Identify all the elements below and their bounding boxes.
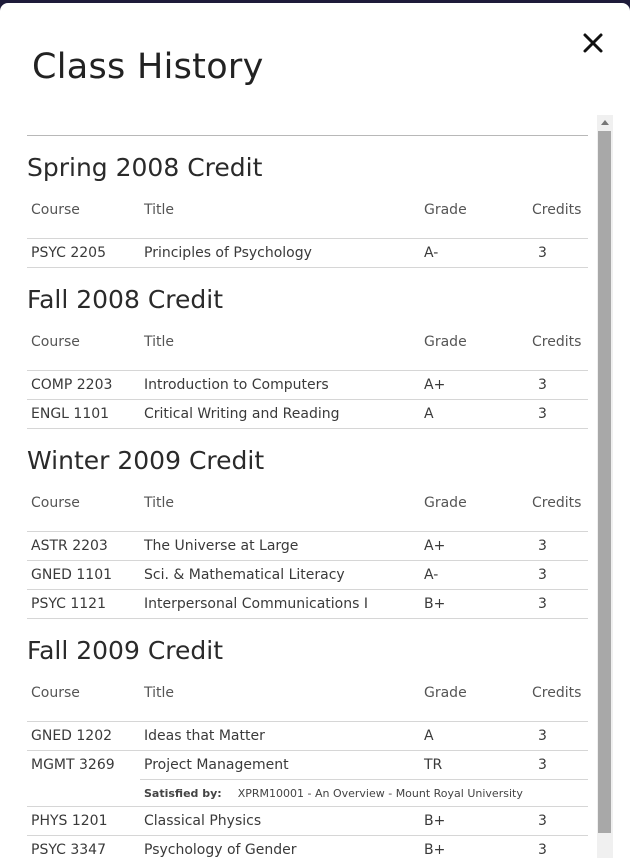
column-header-credits: Credits (528, 679, 588, 722)
course-grade: TR (420, 751, 528, 780)
term-section (27, 619, 588, 858)
course-title: Interpersonal Communications I (140, 590, 420, 619)
course-grade: A (420, 400, 528, 429)
course-code: ASTR 2203 (27, 532, 140, 561)
satisfied-by-note (140, 780, 588, 807)
column-header-course: Course (27, 196, 140, 239)
course-title: Principles of Psychology (140, 239, 420, 268)
course-credits: 3 (528, 239, 588, 268)
column-header-credits: Credits (528, 196, 588, 239)
term-table (27, 489, 588, 619)
satisfied-by-text: XPRM10001 - An Overview - Mount Royal University (237, 787, 523, 800)
scrollbar-thumb[interactable] (598, 131, 611, 833)
term-table (27, 196, 588, 268)
table-row (27, 590, 588, 619)
column-header-title: Title (140, 679, 420, 722)
term-title: Fall 2009 Credit (27, 636, 223, 665)
course-code: PHYS 1201 (27, 807, 140, 836)
satisfied-by-row (27, 780, 588, 807)
course-credits: 3 (528, 590, 588, 619)
column-header-credits: Credits (528, 328, 588, 371)
column-header-course: Course (27, 328, 140, 371)
course-credits: 3 (528, 561, 588, 590)
course-code: GNED 1202 (27, 722, 140, 751)
course-credits: 3 (528, 532, 588, 561)
course-grade: A- (420, 561, 528, 590)
table-header-row (27, 489, 588, 532)
table-header-row (27, 679, 588, 722)
column-header-grade: Grade (420, 196, 528, 239)
course-credits: 3 (528, 836, 588, 858)
column-header-credits: Credits (528, 489, 588, 532)
table-row (27, 239, 588, 268)
course-credits: 3 (528, 400, 588, 429)
course-credits: 3 (528, 751, 588, 780)
term-section (27, 268, 588, 429)
course-code: COMP 2203 (27, 371, 140, 400)
column-header-grade: Grade (420, 679, 528, 722)
course-grade: B+ (420, 836, 528, 858)
column-header-title: Title (140, 328, 420, 371)
course-code: PSYC 1121 (27, 590, 140, 619)
course-grade: A (420, 722, 528, 751)
course-title: Classical Physics (140, 807, 420, 836)
column-header-title: Title (140, 489, 420, 532)
term-title: Winter 2009 Credit (27, 446, 265, 475)
close-icon (580, 30, 606, 56)
course-code: PSYC 3347 (27, 836, 140, 858)
course-title: Project Management (140, 751, 420, 780)
class-history-list[interactable] (27, 111, 588, 858)
column-header-course: Course (27, 679, 140, 722)
scroll-up-button[interactable] (597, 115, 613, 131)
course-grade: A+ (420, 371, 528, 400)
term-table (27, 679, 588, 858)
caret-up-icon (597, 115, 613, 131)
course-code: GNED 1101 (27, 561, 140, 590)
course-grade: A+ (420, 532, 528, 561)
table-row (27, 532, 588, 561)
close-button[interactable] (580, 30, 606, 56)
table-row (27, 836, 588, 858)
modal-title: Class History (32, 47, 264, 87)
course-grade: A- (420, 239, 528, 268)
term-table (27, 328, 588, 429)
course-title: Sci. & Mathematical Literacy (140, 561, 420, 590)
course-credits: 3 (528, 371, 588, 400)
course-title: The Universe at Large (140, 532, 420, 561)
course-grade: B+ (420, 807, 528, 836)
term-section (27, 429, 588, 619)
course-credits: 3 (528, 807, 588, 836)
table-header-row (27, 328, 588, 371)
term-title: Spring 2008 Credit (27, 153, 263, 182)
column-header-title: Title (140, 196, 420, 239)
table-row (27, 561, 588, 590)
course-code: PSYC 2205 (27, 239, 140, 268)
course-title: Ideas that Matter (140, 722, 420, 751)
table-row (27, 751, 588, 780)
class-history-modal (0, 3, 630, 858)
table-row (27, 807, 588, 836)
table-row (27, 371, 588, 400)
course-title: Critical Writing and Reading (140, 400, 420, 429)
column-header-grade: Grade (420, 328, 528, 371)
course-title: Psychology of Gender (140, 836, 420, 858)
course-title: Introduction to Computers (140, 371, 420, 400)
course-grade: B+ (420, 590, 528, 619)
table-row (27, 722, 588, 751)
term-title: Fall 2008 Credit (27, 285, 223, 314)
course-credits: 3 (528, 722, 588, 751)
term-section (27, 136, 588, 268)
column-header-grade: Grade (420, 489, 528, 532)
table-header-row (27, 196, 588, 239)
table-row (27, 400, 588, 429)
satisfied-by-label: Satisfied by: (144, 787, 222, 800)
course-code: MGMT 3269 (31, 757, 115, 774)
course-code: ENGL 1101 (27, 400, 140, 429)
column-header-course: Course (27, 489, 140, 532)
